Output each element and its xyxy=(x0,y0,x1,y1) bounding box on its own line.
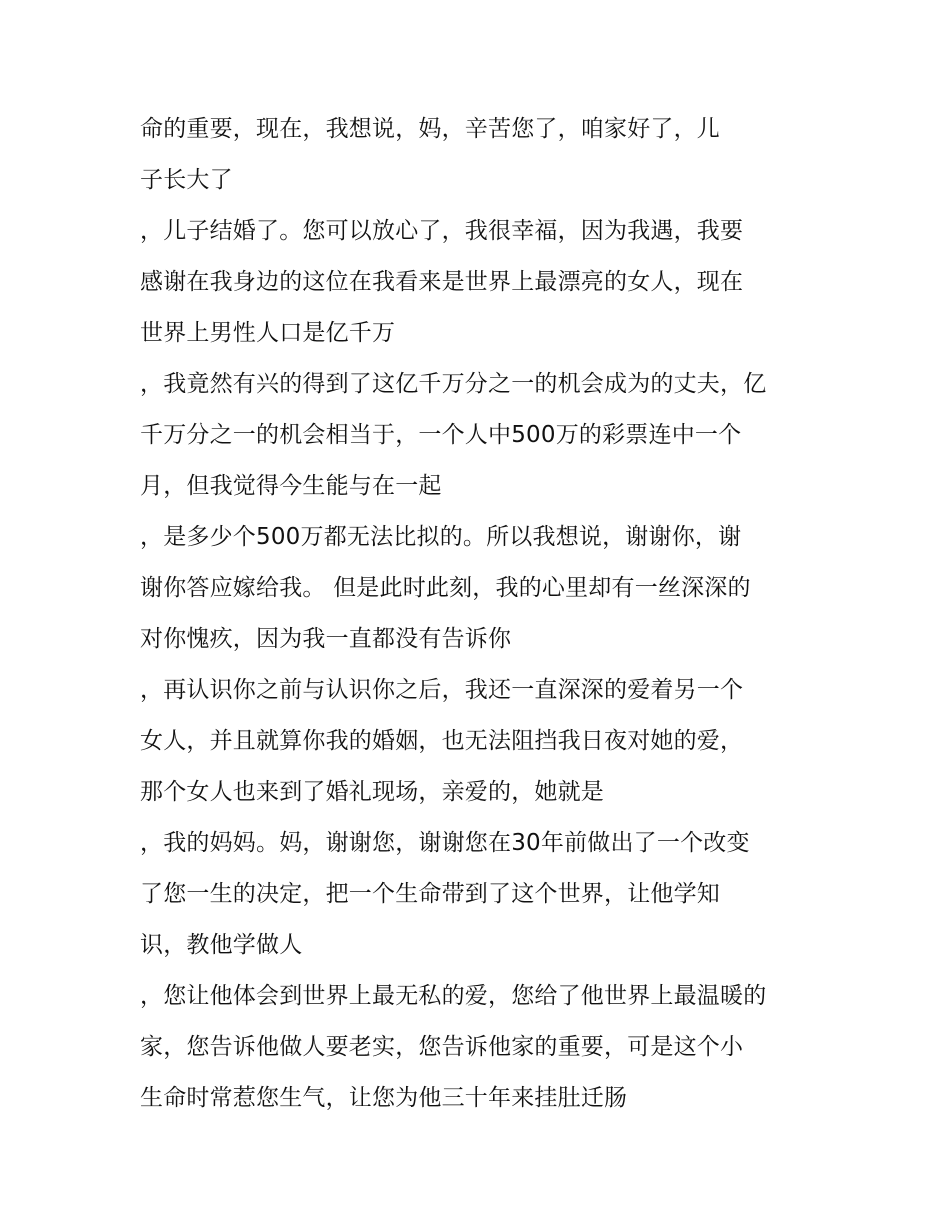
text-line: 识，教他学做人 xyxy=(140,932,303,958)
text-line: 那个女人也来到了婚礼现场，亲爱的，她就是 xyxy=(140,779,604,805)
text-line: ，是多少个500万都无法比拟的。所以我想说，谢谢你，谢 xyxy=(140,524,742,550)
text-line: 月，但我觉得今生能与在一起 xyxy=(140,473,442,499)
text-line: ，我的妈妈。妈，谢谢您，谢谢您在30年前做出了一个改变 xyxy=(140,830,750,856)
text-line: 子长大了 xyxy=(140,167,233,193)
text-line: ，儿子结婚了。您可以放心了，我很幸福，因为我遇，我要 xyxy=(140,218,744,244)
document-body xyxy=(140,104,830,1124)
text-line: 了您一生的决定，把一个生命带到了这个世界，让他学知 xyxy=(140,881,720,907)
text-line: 千万分之一的机会相当于，一个人中500万的彩票连中一个 xyxy=(140,422,742,448)
text-line: 谢你答应嫁给我。 但是此时此刻，我的心里却有一丝深深的 xyxy=(140,575,751,601)
text-line: 命的重要，现在，我想说，妈，辛苦您了，咱家好了，儿 xyxy=(140,116,720,142)
text-line: 生命时常惹您生气，让您为他三十年来挂肚迁肠 xyxy=(140,1085,628,1111)
text-line: 女人，并且就算你我的婚姻，也无法阻挡我日夜对她的爱， xyxy=(140,728,744,754)
text-line: 对你愧疚，因为我一直都没有告诉你 xyxy=(140,626,512,652)
text-line: ，我竟然有兴的得到了这亿千万分之一的机会成为的丈夫，亿 xyxy=(140,371,767,397)
text-line: ，再认识你之前与认识你之后，我还一直深深的爱着另一个 xyxy=(140,677,744,703)
text-line: 感谢在我身边的这位在我看来是世界上最漂亮的女人，现在 xyxy=(140,269,744,295)
text-line: 家，您告诉他做人要老实，您告诉他家的重要，可是这个小 xyxy=(140,1034,744,1060)
text-line: 世界上男性人口是亿千万 xyxy=(140,320,396,346)
text-line: ，您让他体会到世界上最无私的爱，您给了他世界上最温暖的 xyxy=(140,983,767,1009)
